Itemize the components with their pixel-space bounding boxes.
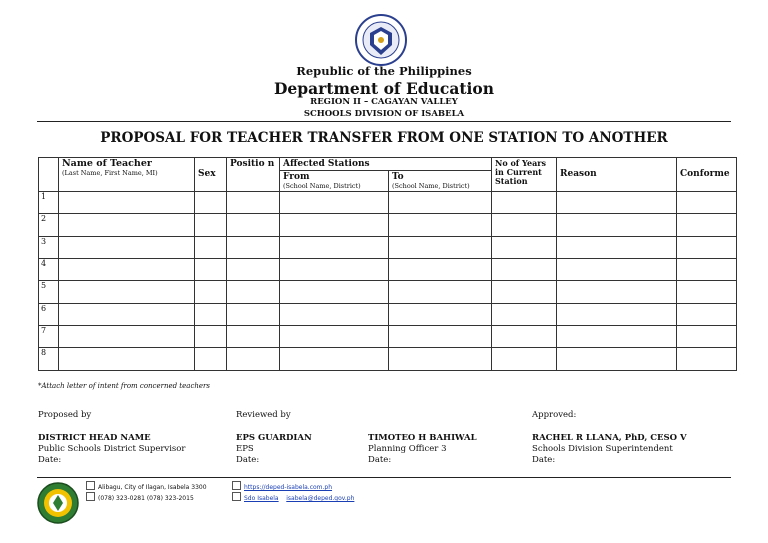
sex-cell[interactable] (195, 348, 227, 370)
sex-cell[interactable] (195, 192, 227, 214)
facebook-icon (232, 492, 241, 501)
to-cell[interactable] (389, 303, 492, 325)
position-cell[interactable] (227, 303, 280, 325)
from-cell[interactable] (280, 325, 389, 347)
approved-by-date: Date: (532, 455, 556, 465)
name-cell[interactable] (59, 281, 195, 303)
proposed-by-label: Proposed by (38, 410, 92, 420)
approved-by-block (532, 410, 687, 466)
to-header: To (School Name, District) (389, 171, 492, 192)
attachment-note: *Attach letter of intent from concerned teachers (38, 382, 210, 390)
table-row (39, 303, 737, 325)
reason-cell[interactable] (557, 192, 677, 214)
to-cell[interactable] (389, 348, 492, 370)
from-cell[interactable] (280, 348, 389, 370)
sex-header: Sex (195, 158, 227, 192)
region-heading: REGION II – CAGAYAN VALLEY (310, 97, 458, 107)
sex-cell[interactable] (195, 236, 227, 258)
location-icon (86, 481, 95, 490)
years-header: No of Years in Current Station (492, 158, 557, 192)
to-cell[interactable] (389, 281, 492, 303)
deped-seal-icon (348, 13, 414, 67)
reason-cell[interactable] (557, 281, 677, 303)
position-cell[interactable] (227, 214, 280, 236)
conforme-cell[interactable] (677, 192, 737, 214)
globe-icon (232, 481, 241, 490)
from-cell[interactable] (280, 192, 389, 214)
name-cell[interactable] (59, 236, 195, 258)
conforme-cell[interactable] (677, 325, 737, 347)
to-cell[interactable] (389, 214, 492, 236)
table-row (39, 214, 737, 236)
row-number-header (39, 158, 59, 192)
position-header: Positio n (227, 158, 280, 192)
table-row (39, 236, 737, 258)
planning-officer-name: TIMOTEO H BAHIWAL (368, 433, 477, 443)
table-row (39, 281, 737, 303)
years-cell[interactable] (492, 325, 557, 347)
years-cell[interactable] (492, 281, 557, 303)
footer-address: Alibagu, City of Ilagan, Isabela 3300 (98, 484, 207, 491)
planning-officer-title: Planning Officer 3 (368, 444, 447, 454)
to-cell[interactable] (389, 259, 492, 281)
planning-officer-date: Date: (368, 455, 392, 465)
row-number: 8 (39, 348, 59, 370)
facebook-link[interactable]: Sdo Isabela (244, 495, 279, 502)
planning-officer-block (368, 433, 477, 466)
table-row (39, 325, 737, 347)
years-cell[interactable] (492, 303, 557, 325)
to-cell[interactable] (389, 192, 492, 214)
reviewed-by-label: Reviewed by (236, 410, 291, 420)
reason-cell[interactable] (557, 325, 677, 347)
years-cell[interactable] (492, 348, 557, 370)
row-number: 6 (39, 303, 59, 325)
row-number: 2 (39, 214, 59, 236)
from-cell[interactable] (280, 303, 389, 325)
name-cell[interactable] (59, 303, 195, 325)
position-cell[interactable] (227, 236, 280, 258)
from-header: From (School Name, District) (280, 171, 389, 192)
division-logo-icon (36, 481, 80, 525)
proposed-by-block (38, 410, 185, 466)
footer-contact-block (86, 481, 207, 503)
position-cell[interactable] (227, 325, 280, 347)
name-cell[interactable] (59, 259, 195, 281)
conforme-cell[interactable] (677, 281, 737, 303)
approved-by-label: Approved: (532, 410, 577, 420)
position-cell[interactable] (227, 259, 280, 281)
to-cell[interactable] (389, 236, 492, 258)
table-row (39, 259, 737, 281)
reason-cell[interactable] (557, 303, 677, 325)
conforme-cell[interactable] (677, 259, 737, 281)
position-cell[interactable] (227, 348, 280, 370)
from-cell[interactable] (280, 281, 389, 303)
reviewed-by-title: EPS (236, 444, 254, 454)
affected-stations-header: Affected Stations (280, 158, 492, 171)
sex-cell[interactable] (195, 303, 227, 325)
conforme-header: Conforme (677, 158, 737, 192)
from-cell[interactable] (280, 214, 389, 236)
years-cell[interactable] (492, 236, 557, 258)
to-cell[interactable] (389, 325, 492, 347)
reviewed-by-block (236, 410, 312, 466)
reason-cell[interactable] (557, 259, 677, 281)
reviewed-by-name: EPS GUARDIAN (236, 433, 312, 443)
years-cell[interactable] (492, 192, 557, 214)
document-title: PROPOSAL FOR TEACHER TRANSFER FROM ONE STATION TO ANOTHER (100, 130, 668, 146)
footer-divider (37, 477, 731, 478)
transfer-table (38, 157, 737, 371)
name-cell[interactable] (59, 348, 195, 370)
website-link[interactable]: https://deped-isabela.com.ph (244, 484, 333, 491)
row-number: 1 (39, 192, 59, 214)
proposed-by-name: DISTRICT HEAD NAME (38, 433, 151, 443)
reviewed-by-date: Date: (236, 455, 260, 465)
years-cell[interactable] (492, 214, 557, 236)
email-link[interactable]: isabela@deped.gov.ph (286, 495, 355, 502)
row-number: 3 (39, 236, 59, 258)
table-row (39, 192, 737, 214)
years-cell[interactable] (492, 259, 557, 281)
row-number: 5 (39, 281, 59, 303)
name-cell[interactable] (59, 192, 195, 214)
header-divider (37, 121, 731, 122)
conforme-cell[interactable] (677, 303, 737, 325)
from-cell[interactable] (280, 236, 389, 258)
sex-cell[interactable] (195, 259, 227, 281)
row-number: 7 (39, 325, 59, 347)
position-cell[interactable] (227, 281, 280, 303)
division-heading: SCHOOLS DIVISION OF ISABELA (303, 109, 465, 119)
republic-heading: Republic of the Philippines (296, 64, 472, 78)
reason-cell[interactable] (557, 236, 677, 258)
reason-cell[interactable] (557, 348, 677, 370)
proposed-by-date: Date: (38, 455, 62, 465)
position-cell[interactable] (227, 192, 280, 214)
footer-phones: (078) 323-0281 (078) 323-2015 (98, 495, 194, 502)
name-cell[interactable] (59, 325, 195, 347)
phone-icon (86, 492, 95, 501)
department-heading: Department of Education (273, 79, 495, 98)
sex-cell[interactable] (195, 214, 227, 236)
sex-cell[interactable] (195, 325, 227, 347)
name-header: Name of Teacher (Last Name, First Name, MI) (59, 158, 195, 192)
reason-header: Reason (557, 158, 677, 192)
table-row (39, 348, 737, 370)
approved-by-title: Schools Division Superintendent (532, 444, 673, 454)
approved-by-name: RACHEL R LLANA, PhD, CESO V (532, 433, 687, 443)
from-cell[interactable] (280, 259, 389, 281)
proposed-by-title: Public Schools District Supervisor (38, 444, 186, 454)
conforme-cell[interactable] (677, 348, 737, 370)
conforme-cell[interactable] (677, 236, 737, 258)
row-number: 4 (39, 259, 59, 281)
conforme-cell[interactable] (677, 214, 737, 236)
reason-cell[interactable] (557, 214, 677, 236)
name-cell[interactable] (59, 214, 195, 236)
footer-online-block (232, 481, 354, 503)
sex-cell[interactable] (195, 281, 227, 303)
